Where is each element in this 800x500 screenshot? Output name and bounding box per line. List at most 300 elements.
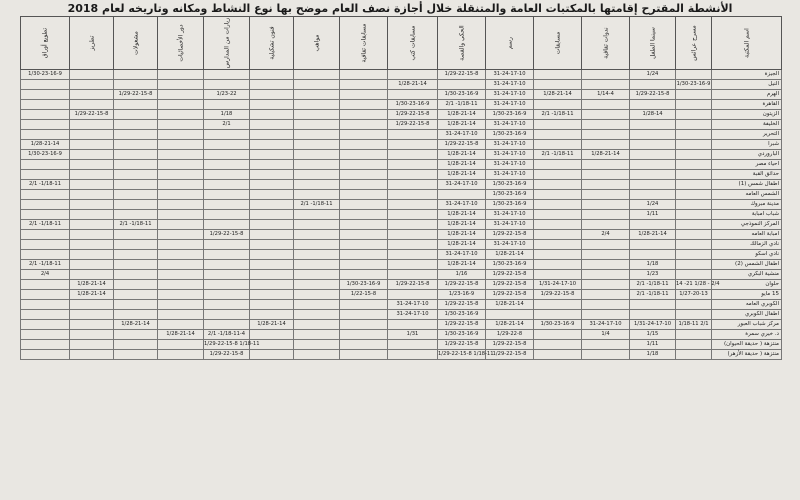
column-header-label: مواهب	[313, 34, 320, 52]
table-cell: 1/29-22-15-8	[486, 280, 534, 290]
table-cell	[340, 170, 388, 180]
table-cell	[158, 230, 204, 240]
table-cell	[534, 300, 582, 310]
column-header-label: ندوات ثقافية	[602, 27, 609, 59]
table-cell	[204, 250, 250, 260]
table-cell: 31-24-17-10	[582, 320, 630, 330]
table-cell	[114, 150, 158, 160]
table-cell	[158, 340, 204, 350]
table-cell	[250, 160, 294, 170]
table-cell	[676, 260, 712, 270]
table-cell	[20, 120, 70, 130]
table-cell	[114, 110, 158, 120]
table-row	[20, 120, 782, 130]
table-cell	[340, 110, 388, 120]
library-name-cell: التحرير	[712, 130, 782, 140]
table-cell	[388, 290, 438, 300]
table-cell	[582, 130, 630, 140]
table-cell	[158, 320, 204, 330]
table-cell	[340, 200, 388, 210]
library-name-cell: حلوان	[712, 280, 782, 290]
table-cell	[158, 170, 204, 180]
table-cell	[676, 180, 712, 190]
table-cell	[114, 310, 158, 320]
table-cell	[388, 180, 438, 190]
table-cell	[534, 80, 582, 90]
table-cell: 31-24-17-10	[486, 100, 534, 110]
table-cell	[158, 290, 204, 300]
table-cell: 1/24	[630, 70, 676, 80]
table-cell: 1/30-23-16-9	[340, 280, 388, 290]
table-cell	[250, 290, 294, 300]
table-cell: 1/28-21-14	[582, 150, 630, 160]
table-cell	[294, 260, 340, 270]
table-cell	[438, 190, 486, 200]
table-cell	[582, 160, 630, 170]
table-cell: 1/30-23-16-9	[486, 190, 534, 200]
table-cell	[340, 180, 388, 190]
table-row	[20, 350, 782, 360]
library-name-cell: الكوبري العامه	[712, 300, 782, 310]
table-cell	[534, 250, 582, 260]
table-cell	[294, 90, 340, 100]
table-cell	[676, 310, 712, 320]
table-cell	[388, 170, 438, 180]
table-cell	[340, 340, 388, 350]
table-cell	[388, 230, 438, 240]
table-cell	[582, 310, 630, 320]
table-cell	[676, 130, 712, 140]
table-cell: 1/23	[630, 270, 676, 280]
table-cell	[70, 340, 114, 350]
library-name-cell: مدينة مبروك	[712, 200, 782, 210]
library-name-cell: نادي الزمالك	[712, 240, 782, 250]
table-cell	[70, 220, 114, 230]
table-row	[20, 160, 782, 170]
table-cell	[250, 330, 294, 340]
table-cell	[340, 190, 388, 200]
table-cell	[250, 210, 294, 220]
table-cell: 1/29-22-15-8	[486, 270, 534, 280]
table-cell: 1/29-22-15-8	[438, 320, 486, 330]
library-name-cell: اطفال الكوبري	[712, 310, 782, 320]
table-cell	[340, 350, 388, 360]
table-cell: 1/31	[388, 330, 438, 340]
table-cell: 1/28-21-14	[630, 230, 676, 240]
table-cell	[340, 330, 388, 340]
table-cell: 1/29-22-15-8 1/18-11	[204, 340, 250, 350]
table-cell: 1/30-23-16-9	[438, 90, 486, 100]
table-cell	[388, 190, 438, 200]
document-title: الأنشطة المقترح إقامتها بالمكتبات العامة والمتنقلة خلال أجازة نصف العام موضح بها نوع النشاط ومكانه وتاريخه لعام 2018	[67, 2, 733, 15]
table-cell	[676, 160, 712, 170]
table-row	[20, 320, 782, 330]
table-cell	[294, 180, 340, 190]
table-cell: 1/28-21-14	[20, 140, 70, 150]
column-header-label: دور الأخصائيات	[177, 24, 184, 62]
table-cell: 1/28-21-14	[438, 170, 486, 180]
table-cell	[630, 150, 676, 160]
table-cell: 1/28-21-14	[114, 320, 158, 330]
table-row	[20, 210, 782, 220]
library-name-cell: الهرم	[712, 90, 782, 100]
library-name-cell: الشمس العامه	[712, 190, 782, 200]
table-cell	[250, 110, 294, 120]
table-cell: 31-24-17-10	[486, 170, 534, 180]
table-cell	[340, 210, 388, 220]
table-cell	[676, 300, 712, 310]
table-cell	[630, 190, 676, 200]
table-cell	[534, 100, 582, 110]
table-cell	[250, 90, 294, 100]
table-cell	[340, 140, 388, 150]
table-cell	[114, 70, 158, 80]
column-header-label: مشغولات	[132, 31, 139, 55]
table-cell	[250, 220, 294, 230]
table-cell	[250, 310, 294, 320]
table-cell	[204, 200, 250, 210]
column-header	[582, 16, 630, 70]
table-cell: 1/28-21-14	[158, 330, 204, 340]
table-cell	[204, 260, 250, 270]
table-row	[20, 90, 782, 100]
column-header	[676, 16, 712, 70]
library-name-cell: الجيزة	[712, 70, 782, 80]
table-cell	[340, 240, 388, 250]
column-header-label: مسرح عرائس	[690, 25, 697, 61]
table-cell	[20, 160, 70, 170]
table-cell	[340, 160, 388, 170]
table-cell	[114, 230, 158, 240]
table-cell: 2/1 -1/18-11	[20, 180, 70, 190]
table-cell	[388, 140, 438, 150]
table-cell	[582, 240, 630, 250]
table-cell: 1/23-22	[204, 90, 250, 100]
table-cell	[294, 280, 340, 290]
table-cell	[70, 120, 114, 130]
table-cell	[158, 220, 204, 230]
table-row	[20, 250, 782, 260]
table-cell	[340, 270, 388, 280]
table-cell: 1/29-22-15-8	[438, 70, 486, 80]
table-cell	[534, 350, 582, 360]
table-cell	[70, 130, 114, 140]
table-cell	[70, 150, 114, 160]
table-cell: 1/30-23-16-9	[486, 200, 534, 210]
table-cell	[294, 220, 340, 230]
column-header	[712, 16, 782, 70]
table-cell	[582, 300, 630, 310]
table-row	[20, 270, 782, 280]
table-cell	[294, 270, 340, 280]
library-name-cell: الزيتون	[712, 110, 782, 120]
table-row	[20, 300, 782, 310]
library-name-cell: منشية البكري	[712, 270, 782, 280]
table-cell: 1/30-23-16-9	[20, 70, 70, 80]
table-cell	[114, 180, 158, 190]
table-cell	[676, 250, 712, 260]
table-cell	[676, 210, 712, 220]
table-cell	[158, 90, 204, 100]
table-cell	[20, 350, 70, 360]
table-cell	[114, 250, 158, 260]
table-cell	[70, 200, 114, 210]
table-cell: 1/30-23-16-9	[486, 130, 534, 140]
table-cell	[630, 300, 676, 310]
table-cell: 2/1 -1/18-11	[534, 150, 582, 160]
library-name-cell: حدائق القبة	[712, 170, 782, 180]
table-cell	[340, 300, 388, 310]
table-cell: 2/1 -1/18-11	[534, 110, 582, 120]
table-cell	[630, 240, 676, 250]
table-cell	[20, 330, 70, 340]
table-cell	[158, 160, 204, 170]
table-cell: 1/28-21-14	[438, 120, 486, 130]
table-cell	[250, 260, 294, 270]
table-cell	[340, 130, 388, 140]
table-cell: 31-24-17-10	[486, 210, 534, 220]
table-cell	[388, 90, 438, 100]
table-cell	[250, 230, 294, 240]
table-cell	[388, 150, 438, 160]
table-cell	[114, 210, 158, 220]
table-cell	[250, 190, 294, 200]
table-row	[20, 340, 782, 350]
column-header	[204, 16, 250, 70]
table-cell	[158, 150, 204, 160]
table-cell	[630, 120, 676, 130]
table-cell	[582, 260, 630, 270]
table-cell: 1/14-4	[582, 90, 630, 100]
table-cell	[534, 210, 582, 220]
table-cell	[204, 300, 250, 310]
table-cell: 1/18	[630, 260, 676, 270]
table-cell: 1/29-22-15-8	[438, 340, 486, 350]
table-cell: 1/30-23-16-9	[534, 320, 582, 330]
table-cell	[250, 180, 294, 190]
table-cell	[340, 150, 388, 160]
table-row	[20, 240, 782, 250]
table-cell	[20, 340, 70, 350]
table-row	[20, 290, 782, 300]
table-cell	[70, 180, 114, 190]
table-cell: 31-24-17-10	[486, 120, 534, 130]
table-cell	[294, 190, 340, 200]
table-cell	[250, 340, 294, 350]
table-cell: 1/31-24-17-10	[534, 280, 582, 290]
table-header	[20, 16, 782, 70]
table-row	[20, 140, 782, 150]
table-cell: 1/16	[438, 270, 486, 280]
table-cell	[250, 300, 294, 310]
table-cell: 1/29-22-15-8	[204, 230, 250, 240]
table-cell	[204, 320, 250, 330]
table-cell: 1/28-21-14	[438, 230, 486, 240]
table-cell: 1/18	[630, 350, 676, 360]
library-name-cell: منتزهة ( حديقة الأزهر)	[712, 350, 782, 360]
table-cell	[20, 320, 70, 330]
table-cell	[582, 210, 630, 220]
table-cell	[534, 230, 582, 240]
table-cell: 1/27-20-13	[676, 290, 712, 300]
library-name-cell: القاهرة	[712, 100, 782, 110]
table-cell: 2/4	[20, 270, 70, 280]
table-cell	[630, 180, 676, 190]
table-cell	[630, 130, 676, 140]
table-cell	[676, 120, 712, 130]
column-header	[438, 16, 486, 70]
table-cell	[20, 210, 70, 220]
table-cell	[388, 70, 438, 80]
table-cell	[20, 90, 70, 100]
table-cell	[294, 70, 340, 80]
table-cell	[70, 90, 114, 100]
table-cell: 1/24	[630, 200, 676, 210]
table-cell: 1/28-21-14	[438, 220, 486, 230]
table-cell	[250, 130, 294, 140]
library-name-cell: 15 مايو	[712, 290, 782, 300]
table-cell: 1/29-22-15-8	[486, 350, 534, 360]
table-cell	[388, 160, 438, 170]
table-cell	[204, 70, 250, 80]
table-cell	[388, 130, 438, 140]
table-cell	[250, 240, 294, 250]
table-row	[20, 230, 782, 240]
library-name-cell: امبابة العامه	[712, 230, 782, 240]
table-cell: 1/11	[630, 340, 676, 350]
column-header-label: مسابقات كتب	[409, 25, 416, 61]
column-header-label: اسم المكتبة	[743, 28, 750, 58]
table-cell: 1/29-22-15-8	[486, 290, 534, 300]
table-cell: 31-24-17-10	[388, 310, 438, 320]
table-cell	[250, 80, 294, 90]
table-cell	[158, 200, 204, 210]
table-row	[20, 260, 782, 270]
table-cell	[294, 140, 340, 150]
table-row	[20, 100, 782, 110]
table-cell	[294, 320, 340, 330]
table-cell: 2/1 -1/18-11	[20, 220, 70, 230]
table-cell	[676, 340, 712, 350]
table-cell	[294, 230, 340, 240]
table-cell	[70, 270, 114, 280]
table-cell: 1/29-22-15-8	[486, 230, 534, 240]
table-cell	[204, 130, 250, 140]
table-cell	[204, 150, 250, 160]
table-cell	[676, 90, 712, 100]
table-cell	[294, 130, 340, 140]
table-cell	[388, 260, 438, 270]
table-cell	[158, 350, 204, 360]
table-cell	[582, 180, 630, 190]
table-cell	[340, 250, 388, 260]
table-cell	[204, 170, 250, 180]
table-cell: 1/15	[630, 330, 676, 340]
table-cell: 31-24-17-10	[438, 250, 486, 260]
table-cell	[70, 70, 114, 80]
table-cell: 31-24-17-10	[388, 300, 438, 310]
table-row	[20, 220, 782, 230]
table-cell	[20, 310, 70, 320]
column-header	[486, 16, 534, 70]
table-cell	[250, 140, 294, 150]
table-cell: 1/29-22-8	[486, 330, 534, 340]
table-cell	[158, 310, 204, 320]
column-header-label: فنون تشكيلية	[268, 26, 275, 60]
column-header	[294, 16, 340, 70]
table-cell	[534, 170, 582, 180]
table-cell: 31-24-17-10	[486, 140, 534, 150]
table-cell	[340, 90, 388, 100]
table-cell	[114, 120, 158, 130]
table-cell: 1/29-22-15-8	[534, 290, 582, 300]
table-cell: 1/29-22-15-8	[630, 90, 676, 100]
table-cell	[534, 330, 582, 340]
table-cell	[630, 160, 676, 170]
table-cell	[388, 210, 438, 220]
table-cell	[676, 140, 712, 150]
table-cell	[294, 340, 340, 350]
table-cell	[158, 80, 204, 90]
table-cell	[250, 70, 294, 80]
table-cell	[20, 280, 70, 290]
table-cell: 1/30-23-16-9	[486, 110, 534, 120]
table-cell	[388, 200, 438, 210]
table-cell: 1/30-23-16-9	[486, 260, 534, 270]
table-cell: 31-24-17-10	[486, 240, 534, 250]
table-cell	[294, 290, 340, 300]
table-cell	[70, 330, 114, 340]
table-cell	[294, 110, 340, 120]
table-cell	[582, 100, 630, 110]
table-cell	[582, 350, 630, 360]
table-cell	[114, 130, 158, 140]
table-cell	[158, 210, 204, 220]
table-cell	[676, 70, 712, 80]
column-header	[250, 16, 294, 70]
table-cell: 1/4	[582, 330, 630, 340]
table-cell	[70, 80, 114, 90]
table-cell	[294, 160, 340, 170]
table-cell	[534, 200, 582, 210]
table-cell	[114, 190, 158, 200]
table-cell	[20, 100, 70, 110]
table-row	[20, 280, 782, 290]
table-cell	[340, 220, 388, 230]
table-cell	[158, 120, 204, 130]
table-cell: 2/1 -1/18-11-4	[204, 330, 250, 340]
table-cell: 1/28-21-14	[438, 110, 486, 120]
library-name-cell: احياء مصر	[712, 160, 782, 170]
table-cell: 31-24-17-10	[486, 220, 534, 230]
table-cell	[534, 160, 582, 170]
table-cell	[676, 270, 712, 280]
table-cell: 1/28-21-14	[438, 210, 486, 220]
table-cell	[158, 280, 204, 290]
table-cell: 1/30-23-16-9	[438, 330, 486, 340]
table-cell	[388, 240, 438, 250]
table-cell	[294, 310, 340, 320]
column-header-label: تطريز	[88, 35, 95, 51]
table-cell	[114, 240, 158, 250]
table-cell	[676, 150, 712, 160]
table-cell	[294, 250, 340, 260]
table-cell	[204, 240, 250, 250]
table-cell	[204, 160, 250, 170]
table-cell	[630, 140, 676, 150]
column-header	[388, 16, 438, 70]
table-cell: 1/30-23-16-9	[486, 180, 534, 190]
